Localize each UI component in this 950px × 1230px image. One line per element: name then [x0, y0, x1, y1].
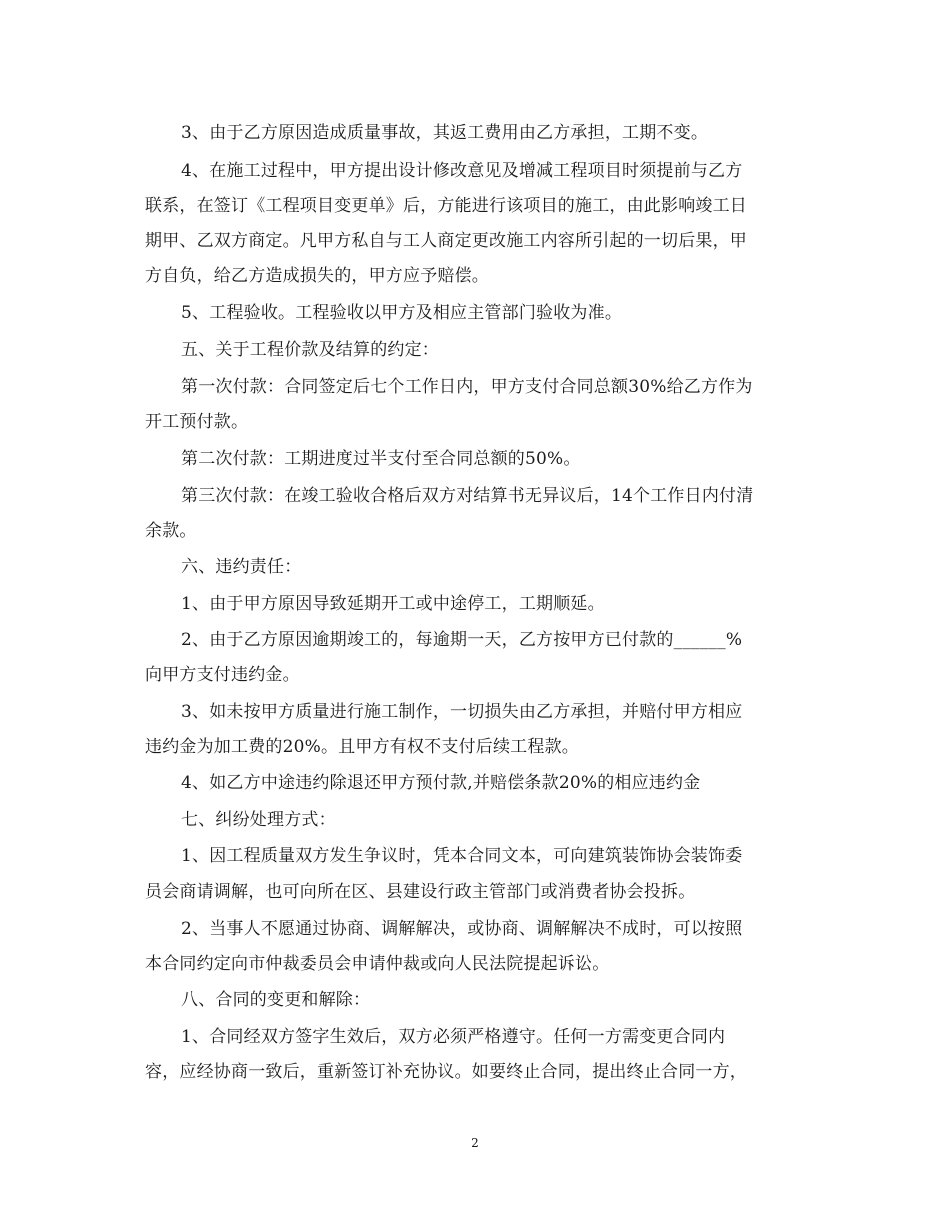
paragraph-line: 本合同约定向市仲裁委员会申请仲裁或向人民法院提起诉讼。	[145, 954, 610, 974]
paragraph-line: 第一次付款：合同签定后七个工作日内，甲方支付合同总额30%给乙方作为	[181, 377, 753, 397]
section-heading: 五、关于工程价款及结算的约定：	[181, 340, 439, 360]
section-heading: 七、纠纷处理方式：	[181, 810, 336, 830]
paragraph-line: 违约金为加工费的20%。且甲方有权不支付后续工程款。	[145, 737, 579, 757]
paragraph-line: 4、在施工过程中，甲方提出设计修改意见及增减工程项目时须提前与乙方	[181, 161, 743, 181]
paragraph-line: 方自负，给乙方造成损失的，甲方应予赔偿。	[145, 266, 489, 286]
paragraph-line: 3、如未按甲方质量进行施工制作，一切损失由乙方承担，并赔付甲方相应	[181, 702, 743, 722]
paragraph-line: 联系，在签订《工程项目变更单》后，方能进行该项目的施工，由此影响竣工日	[145, 196, 747, 216]
paragraph-line: 第三次付款：在竣工验收合格后双方对结算书无异议后，14个工作日内付清	[181, 486, 754, 506]
paragraph-line: 余款。	[145, 521, 197, 541]
page-number: 2	[471, 1136, 479, 1150]
paragraph-line: 4、如乙方中途违约除退还甲方预付款,并赔偿条款20%的相应违约金	[181, 773, 701, 793]
paragraph-line: 向甲方支付违约金。	[145, 665, 300, 685]
paragraph-line: 5、工程验收。工程验收以甲方及相应主管部门验收为准。	[181, 303, 623, 323]
paragraph-line: 期甲、乙双方商定。凡甲方私自与工人商定更改施工内容所引起的一切后果，甲	[145, 231, 747, 251]
paragraph-line: 第二次付款：工期进度过半支付至合同总额的50%。	[181, 449, 581, 469]
paragraph-line: 2、当事人不愿通过协商、调解解决，或协商、调解解决不成时，可以按照	[181, 919, 743, 939]
paragraph-line: 1、由于甲方原因导致延期开工或中途停工，工期顺延。	[181, 594, 605, 614]
paragraph-line: 3、由于乙方原因造成质量事故，其返工费用由乙方承担，工期不变。	[181, 123, 709, 143]
paragraph-line: 1、因工程质量双方发生争议时，凭本合同文本，可向建筑装饰协会装饰委	[181, 846, 743, 866]
paragraph-line: 员会商请调解，也可向所在区、县建设行政主管部门或消费者协会投拆。	[145, 882, 696, 902]
section-heading: 八、合同的变更和解除：	[181, 990, 371, 1010]
paragraph-line: 2、由于乙方原因逾期竣工的，每逾期一天，乙方按甲方已付款的______%	[181, 630, 743, 650]
paragraph-line: 1、合同经双方签字生效后，双方必须严格遵守。任何一方需变更合同内	[181, 1027, 726, 1047]
section-heading: 六、违约责任：	[181, 557, 302, 577]
paragraph-line: 开工预付款。	[145, 412, 249, 432]
paragraph-line: 容，应经协商一致后，重新签订补充协议。如要终止合同，提出终止合同一方，	[145, 1062, 747, 1082]
